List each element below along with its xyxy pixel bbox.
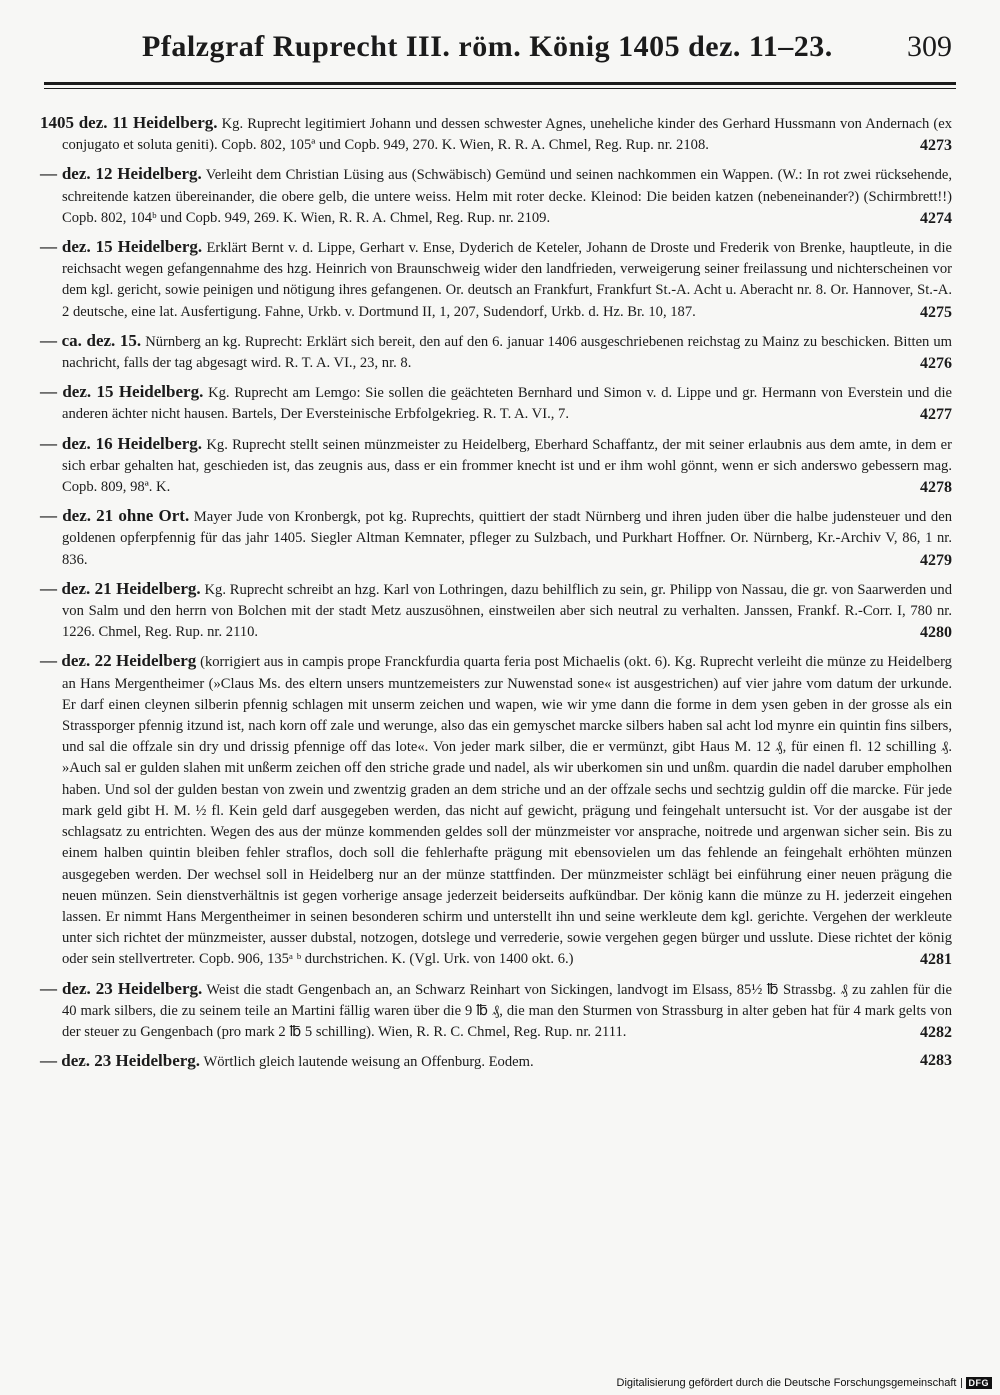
entry-number: 4273 bbox=[920, 137, 952, 155]
page-header bbox=[44, 30, 956, 76]
regest-entry bbox=[40, 236, 952, 323]
entry-date-place: — ca. dez. 15. bbox=[40, 330, 142, 350]
entry-date-place: — dez. 21 ohne Ort. bbox=[40, 506, 190, 526]
entry-date-place: — dez. 15 Heidelberg. bbox=[40, 237, 203, 257]
header-rule bbox=[44, 82, 956, 85]
dfg-logo: DFG bbox=[966, 1377, 993, 1389]
entry-text: Kg. Ruprecht am Lemgo: Sie sollen die geächteten Bernhard und Simon v. d. Lippe und gr. Hermann von Everstein und die anderen ächter nicht hausen. Bartels, Der Eversteinische Erbfolgekrieg. R. T. A. VI., 7. bbox=[62, 385, 953, 423]
digitization-footer bbox=[617, 1377, 992, 1389]
entry-date-place: — dez. 21 Heidelberg. bbox=[40, 578, 201, 598]
entry-number: 4278 bbox=[920, 479, 952, 497]
entry-number: 4277 bbox=[920, 406, 952, 424]
regest-entry bbox=[40, 163, 952, 229]
entry-date-place: — dez. 16 Heidelberg. bbox=[40, 433, 203, 453]
regest-entry bbox=[40, 112, 952, 156]
entry-date-place: — dez. 12 Heidelberg. bbox=[40, 164, 202, 184]
page-number: 309 bbox=[907, 30, 952, 63]
regest-entry bbox=[40, 978, 952, 1044]
entry-text: Verleiht dem Christian Lüsing aus (Schwäbisch) Gemünd und seinen nachkommen ein Wappen. (W.: In rot zwei rücksehende, schreitende katzen übereinander, die obere gelb, die untere weiss. Helm mit roter decke. Kleinod: Die beiden katzen (nebeneinander?) (Schirmbrett!!) Copb. 802, 104ᵇ und Copb. 949, 269. K. Wien, R. R. A. Chmel, Reg. Rup. nr. 2109. bbox=[62, 167, 952, 226]
regest-entry bbox=[40, 330, 952, 374]
entry-date-place: — dez. 22 Heidelberg bbox=[40, 651, 197, 671]
entry-text: Mayer Jude von Kronbergk, pot kg. Ruprechts, quittiert der stadt Nürnberg und ihren juden über die halbe judensteuer und den goldenen opferpfennig für das jahr 1405. Siegler Altman Kemnater, pfleger zu Sulzbach, und Purkhart Hoffner. Or. Nürnberg, Kr.-Archiv V, 86, 1 nr. 836. bbox=[62, 509, 952, 568]
entry-number: 4279 bbox=[920, 551, 952, 569]
entry-text: (korrigiert aus in campis prope Franckfurdia quarta feria post Michaelis (okt. 6). Kg. Ruprecht verleiht die münze zu Heidelberg an Hans Mergentheimer (»Claus Ms. des eltern unsers muntzemeisters zur Nuwenstad sone« ist ausgestrichen) auf vier jahre vom datum der urkunde. Er darf einen cleynen silberin pfennig schlagen mit unserm zeichen und wapen, wie wir yme dann die forme in dem ysen geben in der grosse als ein Strassporger pfennig itzund ist, nach korn off zale und werunge, also das ein gemyschet marcke silbers haben sal acht lod mynre ein quintin fins silbers, und sal die offzale sin dry und drissig pfennige off das lote«. Von jeder mark silber, die er vermünzt, gibt Haus M. 12 ₰, für einen fl. 12 schilling ₰. »Auch sal er gulden slahen mit unßerm zeichen off den striche grade und nadel, als wir uberkomen sin und unßm. quardin die nadel daruber empholhen haben. Und sol der gulden bestan von zwein und zwentzig graden an dem striche und an der offzale sechs und sechtzig guldin off die marcke. Für jede mark geld gibt H. M. ½ fl. Kein geld darf ausgegeben werden, das nicht auf gewicht, prägung und feingehalt untersucht ist. Vor der ausgabe ist der schlagsatz zu entrichten. Wegen des aus der münze kommenden geldes soll der münzmeister vor ansprache, noitrede und argenwan sicher sein. Bis zu einem halben quintin bleiben fehler straflos, doch soll die fehlerhafte prägung mit ebensovielen um das fehlende an feingehalt erhöhten münzen ausgegeben werden. Der wechsel soll in Heidelberg nur an der münze stattfinden. Der münzmeister schlägt bei einführung einer neuen prägung die neuen münzen. Sein dienstverhältnis ist gegen vorherige ansage jederzeit beiderseits aufkündbar. Der könig kann die münze zu H. jederzeit eingehen lassen. Er nimmt Hans Mergentheimer in seinen besonderen schirm und unterstellt ihn und seine werkleute dem kgl. gerichte. Vergehen der werkleute unter sich richtet der münzmeister, ausser dubstal, notzogen, dotslege und verrederie, sowie vergehen gegen bürger und usslute. Diese richtet der könig oder sein stellvertreter. Copb. 906, 135ᵃ ᵇ durchstrichen. K. (Vgl. Urk. von 1400 okt. 6.) bbox=[62, 654, 952, 968]
entry-text: Kg. Ruprecht legitimiert Johann und dessen schwester Agnes, uneheliche kinder des Gerhard Hussmann von Andernach (ex conjugato et soluta geniti). Copb. 802, 105ª und Copb. 949, 270. K. Wien, R. R. A. Chmel, Reg. Rup. nr. 2108. bbox=[62, 116, 953, 154]
entry-text: Wörtlich gleich lautende weisung an Offenburg. Eodem. bbox=[203, 1054, 534, 1071]
entry-date-place: 1405 dez. 11 Heidelberg. bbox=[40, 113, 218, 132]
regest-list bbox=[40, 112, 952, 1080]
entry-date-place: — dez. 15 Heidelberg. bbox=[40, 382, 204, 402]
entry-number: 4283 bbox=[920, 1052, 952, 1070]
entry-number: 4281 bbox=[920, 951, 952, 969]
entry-number: 4276 bbox=[920, 355, 952, 373]
footer-separator bbox=[961, 1378, 962, 1388]
regest-entry bbox=[40, 381, 952, 425]
entry-number: 4275 bbox=[920, 303, 952, 321]
entry-text: Nürnberg an kg. Ruprecht: Erklärt sich bereit, den auf den 6. januar 1406 ausgeschriebenen reichstag zu Mainz zu beschicken. Bitten um nachricht, falls der tag abgesagt wird. R. T. A. VI., 23, nr. 8. bbox=[62, 333, 953, 372]
regest-entry bbox=[40, 505, 952, 571]
entry-number: 4282 bbox=[920, 1023, 952, 1041]
running-head: Pfalzgraf Ruprecht III. röm. König 1405 dez. 11–23. bbox=[142, 30, 833, 63]
entry-date-place: — dez. 23 Heidelberg. bbox=[40, 1051, 201, 1071]
regest-entry bbox=[40, 433, 952, 499]
entry-number: 4280 bbox=[920, 624, 952, 642]
entry-date-place: — dez. 23 Heidelberg. bbox=[40, 978, 203, 998]
regest-entry bbox=[40, 1050, 952, 1073]
entry-number: 4274 bbox=[920, 209, 952, 227]
entry-text: Kg. Ruprecht stellt seinen münzmeister zu Heidelberg, Eberhard Schaffantz, der mit seiner erlaubnis aus dem amte, in dem er sich erbar gehalten hat, geschieden ist, das zeugnis aus, dass er ein frommer knecht ist und er ihm wohl gönnt, wenn er sich anderswo gebessern mag. Copb. 809, 98ª. K. bbox=[62, 436, 952, 496]
entry-text: Kg. Ruprecht schreibt an hzg. Karl von Lothringen, dazu behilflich zu sein, gr. Philipp von Nassau, die gr. von Saarwerden und von Salm und den herrn von Bolchen mit der stadt Metz auszusöhnen, einstweilen aber sich neutral zu verhalten. Janssen, Frankf. R.-Corr. I, 780 nr. 1226. Chmel, Reg. Rup. nr. 2110. bbox=[62, 581, 952, 641]
regest-entry bbox=[40, 578, 952, 644]
footer-credit: Digitalisierung gefördert durch die Deutsche Forschungsgemeinschaft bbox=[616, 1377, 957, 1389]
header-rule-thin bbox=[44, 88, 956, 89]
entry-text: Erklärt Bernt v. d. Lippe, Gerhart v. Ense, Dyderich de Keteler, Johann de Droste und Frederik von Brenke, hauptleute, in die reichsacht wegen gefangennahme des hzg. Heinrich von Braunschweig wider den landfrieden, verweigerung seiner freilassung und nichterscheinen vor dem kgl. gericht, sowie peinigen und nötigung ihres gefangenen. Or. deutsch an Frankfurt, Frankfurt St.-A. Acht u. Aberacht nr. 8. Or. Hannover, St.-A. 2 deutsche, eine lat. Ausfertigung. Fahne, Urkb. v. Dortmund II, 1, 207, Sudendorf, Urkb. d. Hz. Br. 10, 187. bbox=[62, 240, 952, 320]
entry-text: Weist die stadt Gengenbach an, an Schwarz Reinhart von Sickingen, landvogt im Elsass, 85½ ℔ Strassbg. ₰ zu zahlen für die 40 mark silbers, die zu seinem teile an Martini fällig waren über die 9 ℔ ₰, die man den Sturmen von Strassburg in alter geben hat für 4 mark gelts von der steuer zu Gengenbach (pro mark 2 ℔ 5 schilling). Wien, R. R. C. Chmel, Reg. Rup. nr. 2111. bbox=[62, 981, 952, 1040]
regest-entry bbox=[40, 650, 952, 970]
